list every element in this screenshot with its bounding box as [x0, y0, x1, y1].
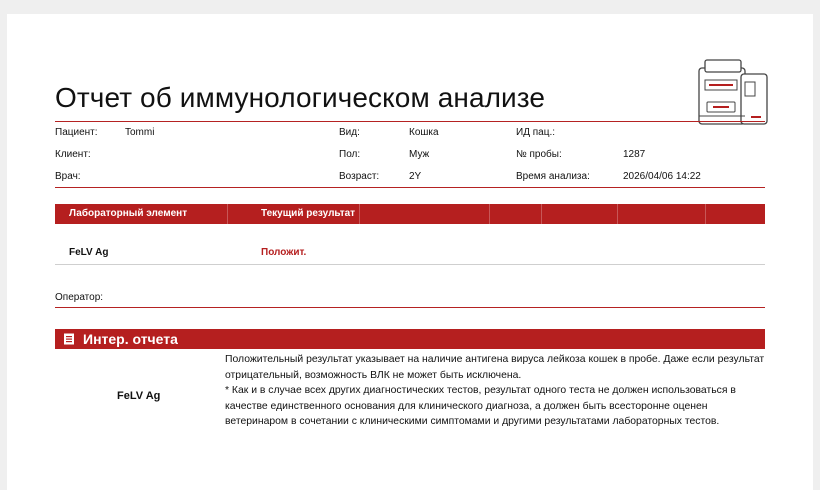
header-current-result: Текущий результат: [261, 208, 356, 219]
interpretation-text: [225, 352, 770, 430]
sex-label: Пол:: [339, 149, 361, 160]
table-row-rule: [55, 264, 765, 265]
header-lab-item: Лабораторный элемент: [69, 208, 188, 219]
results-table-header: [55, 204, 765, 224]
patient-id-label: ИД пац.:: [516, 127, 555, 138]
result-value: Положит.: [261, 247, 307, 258]
doctor-label: Врач:: [55, 171, 81, 182]
result-item-name: FeLV Ag: [69, 247, 109, 258]
analysis-time-value: 2026/04/06 14:22: [623, 171, 701, 182]
patient-value: Tommi: [125, 127, 155, 138]
sex-value: Муж: [409, 149, 430, 160]
patient-label: Пациент:: [55, 127, 98, 138]
species-value: Кошка: [409, 127, 439, 138]
interpretation-title: Интер. отчета: [83, 331, 178, 347]
operator-label: Оператор:: [55, 292, 104, 303]
analysis-time-label: Время анализа:: [516, 171, 590, 182]
age-label: Возраст:: [339, 171, 380, 182]
interpretation-paragraph-2: * Как и в случае всех других диагностических тестов, результат одного теста не должен использоваться в качестве единственного основания для клинического диагноза, а должен быть всесторонне оценен ветеринаром в сочетании с клиническими симптомами и другими результатами лабораторных тестов.: [225, 385, 736, 427]
interpretation-paragraph-1: Положительный результат указывает на наличие антигена вируса лейкоза кошек в пробе. Даже если результат отрицательный, возможность ВЛК не может быть исключена.: [225, 354, 765, 381]
operator-rule: [55, 307, 765, 308]
sample-no-label: № пробы:: [516, 149, 562, 160]
document-icon: [63, 333, 75, 345]
interpretation-header: [55, 329, 765, 349]
info-rule: [55, 187, 765, 188]
analyzer-device-icon: [695, 50, 771, 128]
report-page: [7, 14, 813, 490]
client-label: Клиент:: [55, 149, 91, 160]
interpretation-item: FeLV Ag: [117, 390, 161, 402]
sample-no-value: 1287: [623, 149, 646, 160]
report-title: Отчет об иммунологическом анализе: [55, 82, 546, 113]
species-label: Вид:: [339, 127, 360, 138]
age-value: 2Y: [409, 171, 422, 182]
header-rule: [55, 121, 765, 122]
